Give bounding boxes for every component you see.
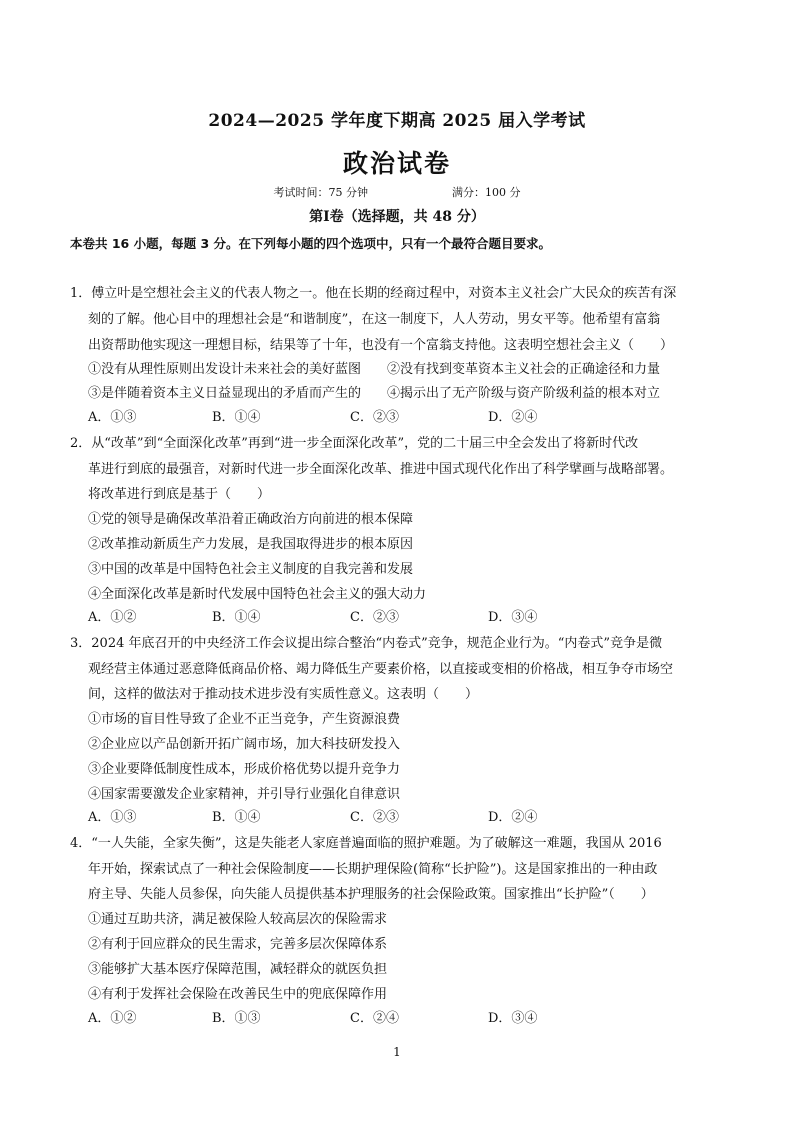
question-4-option-d[interactable]: D．③④ bbox=[488, 1011, 538, 1026]
instructions: 本卷共 16 小题，每题 3 分。在下列每小题的四个选项中，只有一个最符合题目要求。 bbox=[70, 236, 552, 251]
question-4-option-a[interactable]: A．①② bbox=[88, 1011, 137, 1026]
question-4-option-c[interactable]: C．②④ bbox=[350, 1011, 399, 1026]
question-3-option-c[interactable]: C．②③ bbox=[350, 810, 399, 825]
question-1-option-b[interactable]: B．①④ bbox=[212, 410, 261, 425]
question-3-stem-line-2: 观经营主体通过恶意降低商品价格、竭力降低生产要素价格，以直接或变相的价格战，相互争夺市场空 bbox=[88, 662, 674, 677]
page-number: 1 bbox=[393, 1045, 401, 1059]
question-2-option-c[interactable]: C．②③ bbox=[350, 610, 399, 625]
question-4-stem-line-1: 4．“一人失能，全家失衡”，这是失能老人家庭普遍面临的照护难题。为了破解这一难题，我国从 2016 bbox=[70, 836, 662, 851]
question-2-stem-line-2: 革进行到底的最强音，对新时代进一步全面深化改革、推进中国式现代化作出了科学擘画与战略部署。 bbox=[88, 462, 674, 477]
question-3-item-2: ②企业应以产品创新开拓广阔市场，加大科技研发投入 bbox=[88, 737, 401, 752]
question-3-item-4: ④国家需要激发企业家精神，并引导行业强化自律意识 bbox=[88, 787, 401, 802]
question-2-item-1: ①党的领导是确保改革沿着正确政治方向前进的根本保障 bbox=[88, 512, 414, 527]
question-2-stem-line-1: 2．从“改革”到“全面深化改革”再到“进一步全面深化改革”，党的二十届三中全会发出了将新时代改 bbox=[70, 436, 639, 451]
question-4-stem-line-2: 年开始，探索试点了一种社会保险制度——长期护理保险(简称“长护险”)。这是国家推出的一种由政 bbox=[88, 862, 658, 877]
subject-title: 政治试卷 bbox=[342, 149, 451, 178]
question-2-option-b[interactable]: B．①④ bbox=[212, 610, 261, 625]
question-4-item-1: ①通过互助共济，满足被保险人较高层次的保险需求 bbox=[88, 912, 388, 927]
question-1-option-c[interactable]: C．②③ bbox=[350, 410, 399, 425]
question-1-stem-line-1: 1．傅立叶是空想社会主义的代表人物之一。他在长期的经商过程中，对资本主义社会广大民众的疾苦有深 bbox=[70, 286, 677, 301]
question-3-option-a[interactable]: A．①③ bbox=[88, 810, 137, 825]
question-1-stem-line-2: 刻的了解。他心目中的理想社会是“和谐制度”，在这一制度下，人人劳动，男女平等。他希望有富翁 bbox=[88, 312, 661, 327]
question-1-item-line-1: ①没有从理性原则出发设计未来社会的美好蓝图 ②没有找到变革资本主义社会的正确途径和力量 bbox=[88, 362, 661, 377]
question-1-stem-line-3: 出资帮助他实现这一理想目标，结果等了十年，也没有一个富翁支持他。这表明空想社会主义（ ） bbox=[88, 338, 674, 353]
exam-score: 满分：100 分 bbox=[451, 186, 521, 199]
question-2-item-2: ②改革推动新质生产力发展，是我国取得进步的根本原因 bbox=[88, 537, 414, 552]
question-3-option-d[interactable]: D．②④ bbox=[488, 810, 538, 825]
question-1-item-line-2: ③是伴随着资本主义日益显现出的矛盾而产生的 ④揭示出了无产阶级与资产阶级利益的根本对立 bbox=[88, 386, 661, 401]
section-heading: 第Ⅰ卷（选择题，共 48 分） bbox=[309, 209, 485, 225]
question-4-item-2: ②有利于回应群众的民生需求，完善多层次保障体系 bbox=[88, 937, 388, 952]
question-3-option-b[interactable]: B．①④ bbox=[212, 810, 261, 825]
question-1-option-a[interactable]: A．①③ bbox=[88, 410, 137, 425]
question-4-stem-line-3: 府主导、失能人员参保，向失能人员提供基本护理服务的社会保险政策。国家推出“长护险”（ ） bbox=[88, 887, 654, 902]
question-2-item-4: ④全面深化改革是新时代发展中国特色社会主义的强大动力 bbox=[88, 587, 427, 602]
question-3-item-3: ③企业要降低制度性成本，形成价格优势以提升竞争力 bbox=[88, 762, 401, 777]
exam-title: 2024—2025 学年度下期高 2025 届入学考试 bbox=[208, 111, 586, 131]
exam-meta bbox=[0, 184, 794, 200]
question-3-item-1: ①市场的盲目性导致了企业不正当竞争，产生资源浪费 bbox=[88, 712, 401, 727]
question-4-item-3: ③能够扩大基本医疗保障范围，减轻群众的就医负担 bbox=[88, 962, 388, 977]
question-1-option-d[interactable]: D．②④ bbox=[488, 410, 538, 425]
question-2-option-a[interactable]: A．①② bbox=[88, 610, 137, 625]
question-4-option-b[interactable]: B．①③ bbox=[212, 1011, 261, 1026]
question-4-item-4: ④有利于发挥社会保险在改善民生中的兜底保障作用 bbox=[88, 987, 388, 1002]
question-3-stem-line-3: 间，这样的做法对于推动技术进步没有实质性意义。这表明（ ） bbox=[88, 687, 479, 702]
exam-time: 考试时间：75 分钟 bbox=[273, 186, 369, 199]
question-2-stem-line-3: 将改革进行到底是基于（ ） bbox=[88, 487, 271, 502]
question-2-option-d[interactable]: D．③④ bbox=[488, 610, 538, 625]
question-2-item-3: ③中国的改革是中国特色社会主义制度的自我完善和发展 bbox=[88, 562, 414, 577]
question-3-stem-line-1: 3．2024 年底召开的中央经济工作会议提出综合整治“内卷式”竞争，规范企业行为。“内卷式”竞争是微 bbox=[70, 636, 663, 651]
